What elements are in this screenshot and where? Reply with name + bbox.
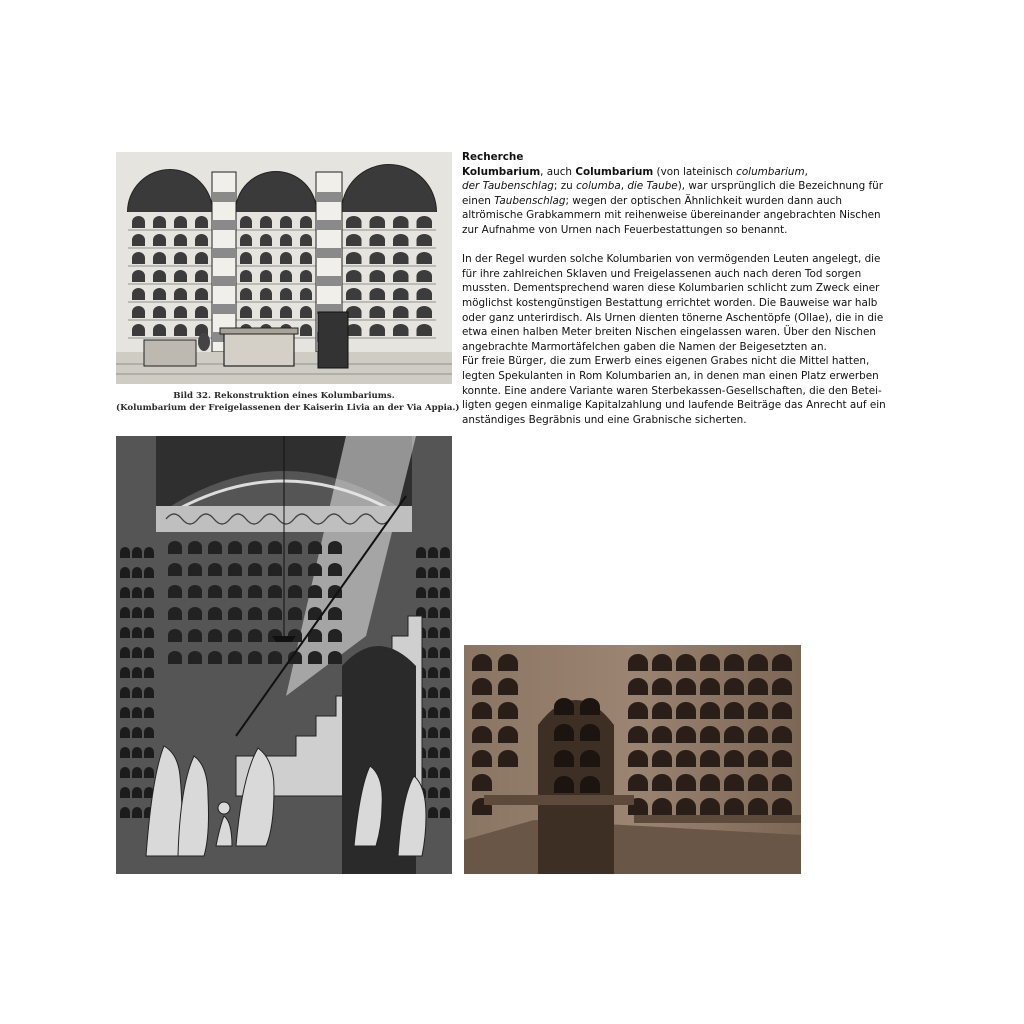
intro-line-5: zur Aufnahme von Urnen nach Feuerbestattungen so benannt.	[462, 223, 788, 236]
para2-line: möglichst kostengünstigen Bestattung errichtet worden. Die Bauweise war halb	[462, 296, 878, 309]
engraving-caption-line1: Bild 32. Rekonstruktion eines Kolumbariums.	[173, 391, 395, 401]
para2-line: Für freie Bürger, die zum Erwerb eines eigenen Grabes nicht die Mittel hatten,	[462, 355, 870, 368]
para2-line: für ihre zahlreichen Sklaven und Freigelassenen auch nach deren Tod sorgen	[462, 267, 862, 280]
para2-line: mussten. Dementsprechend waren diese Kolumbarien schlicht zum Zweck einer	[462, 282, 880, 295]
columbarium-reconstruction-engraving	[116, 152, 452, 384]
para2-line: angebrachte Marmortäfelchen gaben die Namen der Beigesetzten an.	[462, 340, 827, 353]
columbarium-staircase-illustration	[116, 436, 452, 874]
engraving-caption-line2: (Kolumbarium der Freigelassenen der Kaiserin Livia an der Via Appia.)	[116, 403, 460, 413]
intro-line-4: altrömische Grabkammern mit reihenweise übereinander angebrachten Nischen	[462, 209, 881, 222]
para2-line: etwa einen halben Meter breiten Nischen eingelassen waren. Über den Nischen	[462, 326, 876, 339]
para2-line: oder ganz unterirdisch. Als Urnen dienten tönerne Aschentöpfe (Ollae), die in die	[462, 311, 884, 324]
para2-line: anständiges Begräbnis und eine Grabnische sicherten.	[462, 413, 747, 426]
para2-line: konnte. Eine andere Variante waren Sterbekassen-Gesellschaften, die den Betei-	[462, 384, 882, 397]
paragraph-gap	[462, 238, 886, 253]
article-text	[462, 150, 886, 427]
article-heading: Recherche	[462, 151, 524, 163]
intro-line-2: der Taubenschlag; zu columba, die Taube), war ursprünglich die Bezeichnung für	[462, 180, 883, 193]
engraving-caption	[116, 390, 460, 414]
intro-line-3: einen Taubenschlag; wegen der optischen Ähnlichkeit wurden dann auch	[462, 194, 842, 207]
columbarium-photograph	[464, 645, 801, 874]
para2-line: legten Spekulanten in Rom Kolumbarien an, in denen man einen Platz erwerben	[462, 369, 879, 382]
intro-line-1: Kolumbarium, auch Columbarium (von lateinisch columbarium,	[462, 165, 808, 178]
para2-line: ligten gegen einmalige Kapitalzahlung und laufende Beiträge das Anrecht auf ein	[462, 399, 886, 412]
para2-line: In der Regel wurden solche Kolumbarien von vermögenden Leuten angelegt, die	[462, 253, 881, 266]
